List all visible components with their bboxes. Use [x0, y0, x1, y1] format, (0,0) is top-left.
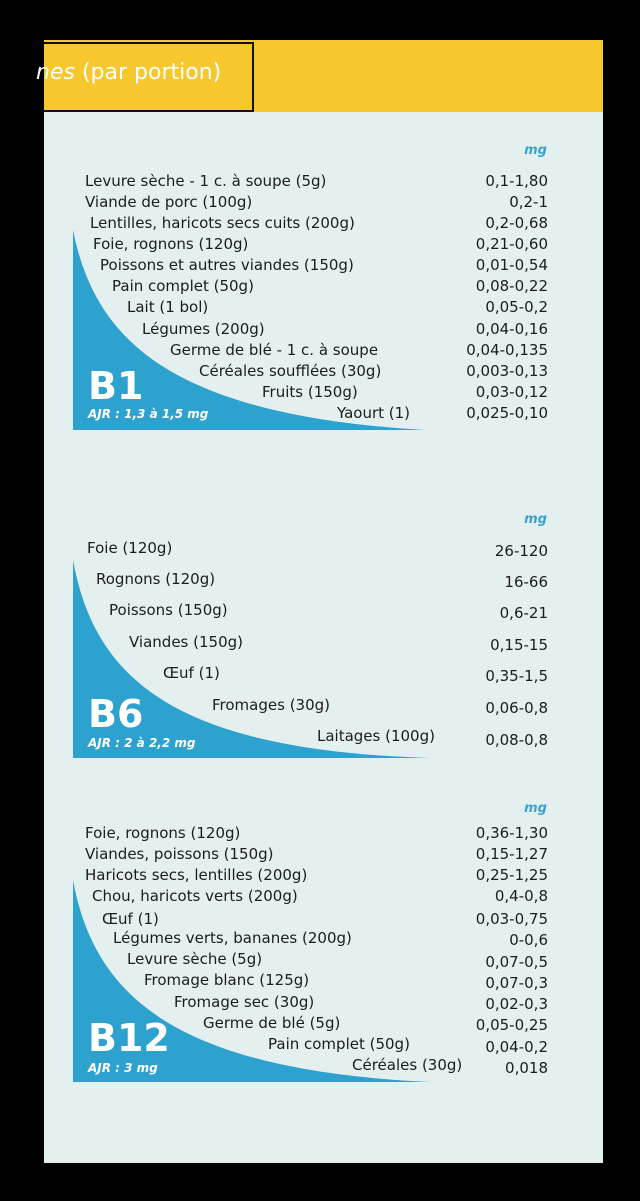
b12-value-7: 0,07-0,3	[485, 974, 548, 992]
b1-value-4: 0,01-0,54	[475, 256, 548, 274]
b12-value-2: 0,25-1,25	[475, 866, 548, 884]
b6-unit-label: mg	[524, 512, 547, 527]
b6-food-5: Fromages (30g)	[212, 696, 331, 714]
b12-food-0: Foie, rognons (120g)	[85, 824, 241, 842]
b12-food-3: Chou, haricots verts (200g)	[92, 887, 298, 905]
b1-food-9: Céréales soufflées (30g)	[199, 362, 382, 380]
b6-value-1: 16-66	[504, 573, 548, 591]
b12-value-11: 0,018	[505, 1059, 548, 1077]
b1-ajr-label: AJR : 1,3 à 1,5 mg	[88, 407, 209, 421]
b12-food-9: Germe de blé (5g)	[203, 1014, 341, 1032]
b1-food-1: Viande de porc (100g)	[85, 193, 253, 211]
b6-food-3: Viandes (150g)	[129, 633, 243, 651]
b6-food-2: Poissons (150g)	[109, 601, 228, 619]
b1-food-2: Lentilles, haricots secs cuits (200g)	[90, 214, 355, 232]
b1-food-10: Fruits (150g)	[262, 383, 358, 401]
b1-value-11: 0,025-0,10	[466, 404, 548, 422]
b12-value-1: 0,15-1,27	[475, 845, 548, 863]
b1-value-9: 0,003-0,13	[466, 362, 548, 380]
b12-food-4: Œuf (1)	[102, 910, 159, 928]
b12-value-8: 0,02-0,3	[485, 995, 548, 1013]
b12-value-10: 0,04-0,2	[485, 1038, 548, 1056]
b12-food-2: Haricots secs, lentilles (200g)	[85, 866, 308, 884]
b1-value-7: 0,04-0,16	[475, 320, 548, 338]
b1-value-0: 0,1-1,80	[485, 172, 548, 190]
b6-vitamin-label: B6	[88, 692, 144, 736]
b1-food-7: Légumes (200g)	[142, 320, 265, 338]
b6-value-0: 26-120	[494, 542, 548, 560]
b6-food-4: Œuf (1)	[163, 664, 220, 682]
b12-food-7: Fromage blanc (125g)	[144, 971, 310, 989]
b1-value-2: 0,2-0,68	[485, 214, 548, 232]
b6-value-4: 0,35-1,5	[485, 667, 548, 685]
b1-vitamin-label: B1	[88, 364, 144, 408]
b1-food-3: Foie, rognons (120g)	[93, 235, 249, 253]
b12-food-10: Pain complet (50g)	[268, 1035, 410, 1053]
b12-value-3: 0,4-0,8	[494, 887, 548, 905]
b6-food-1: Rognons (120g)	[96, 570, 216, 588]
b12-food-11: Céréales (30g)	[352, 1056, 463, 1074]
header-subtitle: (par portion)	[81, 60, 222, 85]
b1-food-4: Poissons et autres viandes (150g)	[100, 256, 354, 274]
b12-food-5: Légumes verts, bananes (200g)	[113, 929, 352, 947]
b6-value-5: 0,06-0,8	[485, 699, 548, 717]
b12-value-9: 0,05-0,25	[475, 1016, 548, 1034]
b1-food-0: Levure sèche - 1 c. à soupe (5g)	[85, 172, 327, 190]
b1-food-11: Yaourt (1)	[337, 404, 411, 422]
b1-value-8: 0,04-0,135	[466, 341, 548, 359]
b6-food-6: Laitages (100g)	[317, 727, 435, 745]
b12-value-5: 0-0,6	[509, 931, 548, 949]
b1-value-5: 0,08-0,22	[475, 277, 548, 295]
b1-food-6: Lait (1 bol)	[127, 298, 209, 316]
b1-food-8: Germe de blé - 1 c. à soupe	[170, 341, 379, 359]
b1-value-1: 0,2-1	[509, 193, 548, 211]
b12-value-6: 0,07-0,5	[485, 953, 548, 971]
b6-value-3: 0,15-15	[490, 636, 548, 654]
b12-value-0: 0,36-1,30	[475, 824, 548, 842]
b12-food-1: Viandes, poissons (150g)	[85, 845, 274, 863]
b1-food-5: Pain complet (50g)	[112, 277, 254, 295]
b1-value-3: 0,21-0,60	[475, 235, 548, 253]
b12-food-8: Fromage sec (30g)	[174, 993, 315, 1011]
b12-value-4: 0,03-0,75	[475, 910, 548, 928]
b12-unit-label: mg	[524, 801, 547, 816]
b6-food-0: Foie (120g)	[87, 539, 173, 557]
b12-food-6: Levure sèche (5g)	[127, 950, 263, 968]
b6-value-2: 0,6-21	[499, 604, 548, 622]
b6-value-6: 0,08-0,8	[485, 731, 548, 749]
b12-vitamin-label: B12	[88, 1016, 170, 1060]
b1-unit-label: mg	[524, 143, 547, 158]
header-title-fragment: nes	[36, 60, 75, 85]
b1-value-10: 0,03-0,12	[475, 383, 548, 401]
b1-value-6: 0,05-0,2	[485, 298, 548, 316]
b12-ajr-label: AJR : 3 mg	[88, 1061, 158, 1075]
b6-ajr-label: AJR : 2 à 2,2 mg	[88, 736, 196, 750]
